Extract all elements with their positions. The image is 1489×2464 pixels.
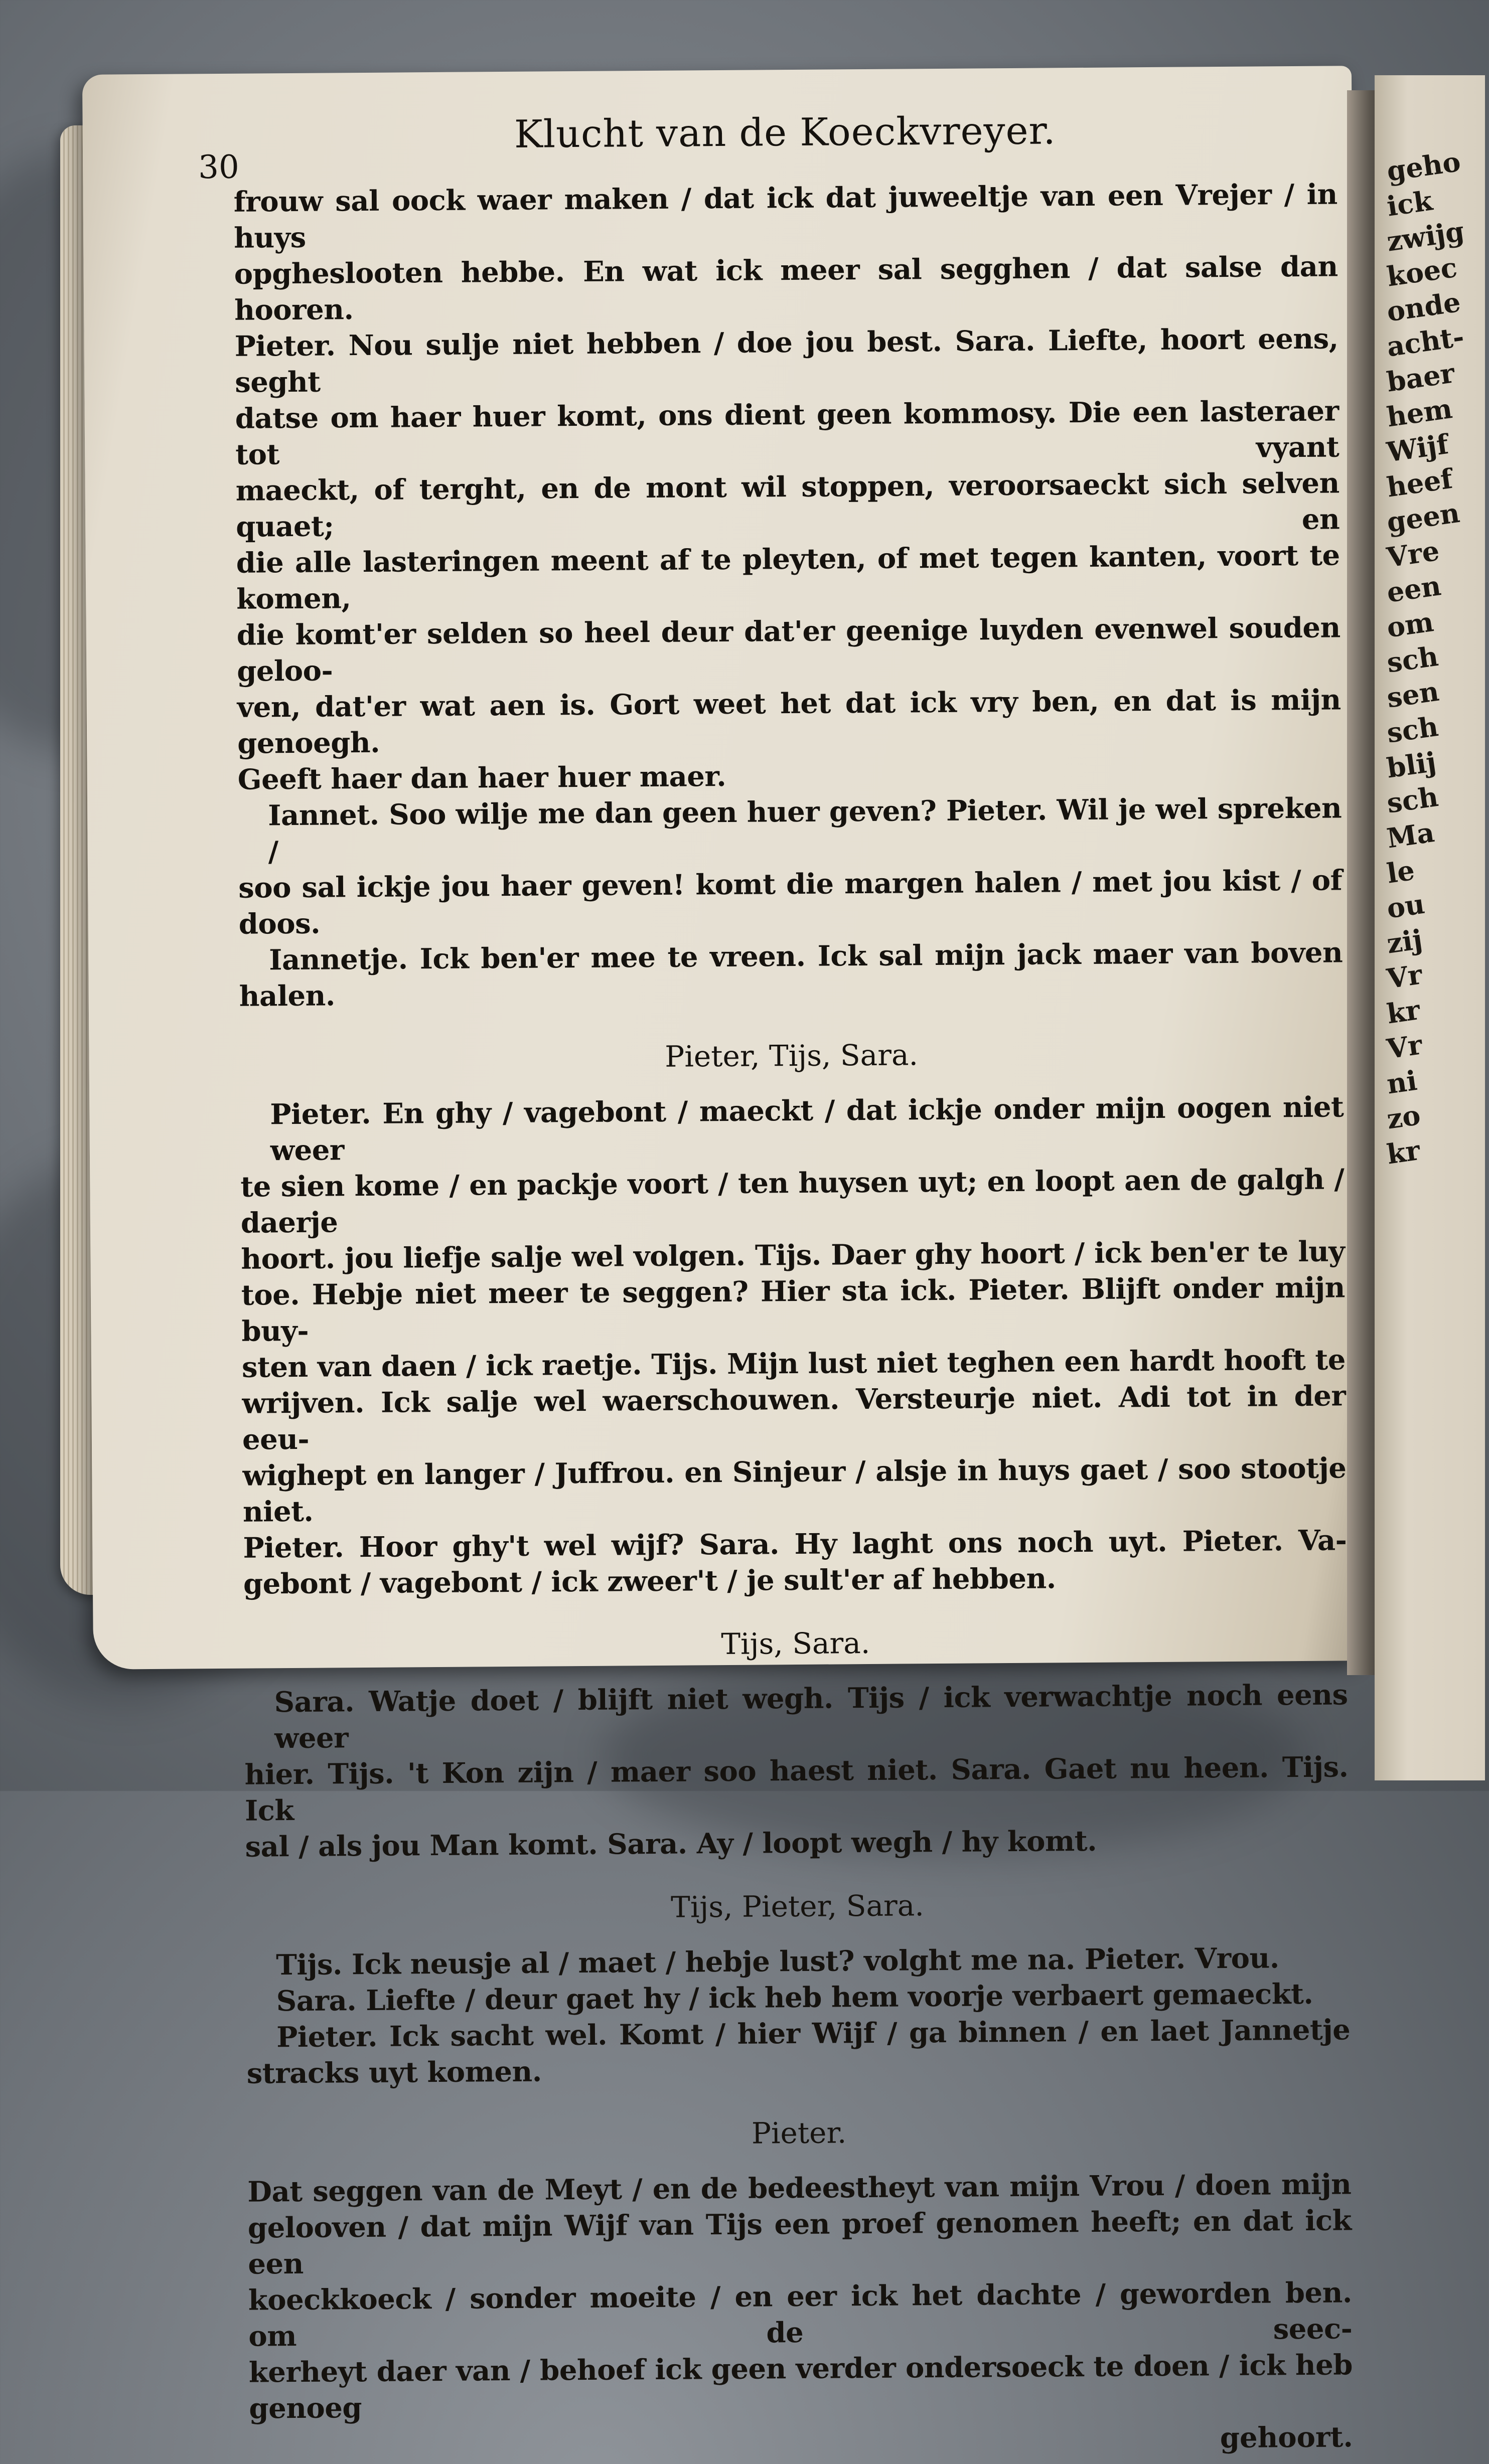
page-header: [198, 106, 1337, 187]
text-line: Sara. Watje doet / blijft niet wegh. Tijs / ick verwachtje noch eens weer: [274, 1678, 1348, 1755]
text-line: toe. Hebje niet meer te seggen? Hier sta ick. Pieter. Blijft onder mijn buy-: [241, 1271, 1346, 1348]
text-line: Sara. Liefte / deur gaet hy / ick heb hem voorje verbaert gemaeckt.: [276, 1977, 1313, 2018]
left-page: [82, 66, 1363, 2455]
text-block-1: [233, 176, 1341, 797]
facing-page-fragment: Vr: [1385, 958, 1424, 995]
facing-page: [1375, 75, 1485, 1780]
open-book: [60, 70, 1466, 2455]
text-line: halen.: [239, 979, 336, 1013]
text-line: soo sal ickje jou haer geven! komt die margen halen / met jou kist / of doos.: [238, 864, 1343, 941]
text-line: sal / als jou Man komt. Sara. Ay / loopt wegh / hy komt.: [245, 1824, 1097, 1864]
text-line: ven, dat'er wat aen is. Gort weet het dat ick vry ben, en dat is mijn genoegh.: [237, 683, 1341, 760]
text-line: wrijven. Ick salje wel waerschouwen. Versteurje niet. Adi tot in der eeu-: [242, 1379, 1346, 1456]
text-line: Pieter. En ghy / vagebont / maeckt / dat ickje onder mijn oogen niet weer: [270, 1090, 1344, 1168]
text-line: kerheyt daer van / behoef ick geen verder ondersoeck te doen / ick heb genoeg: [248, 2348, 1353, 2425]
text-block-2: [238, 790, 1343, 1014]
page-text: [198, 106, 1354, 2462]
text-line: frouw sal oock waer maken / dat ick dat juweeltje van een Vrejer / in huys: [233, 178, 1337, 255]
text-line: hier. Tijs. 't Kon zijn / maer soo haest niet. Sara. Gaet nu heen. Tijs. Ick: [244, 1750, 1349, 1828]
text-line: Tijs. Ick neusje al / maet / hebje lust? volght me na. Pieter. Vrou.: [276, 1941, 1279, 1982]
facing-page-fragment: ick: [1385, 184, 1435, 223]
facing-page-text: [1375, 75, 1485, 1174]
facing-page-fragment: sen: [1385, 675, 1441, 714]
facing-page-fragment: kr: [1385, 994, 1422, 1030]
facing-page-fragment: geen: [1385, 496, 1462, 539]
text-line: gelooven / dat mijn Wijf van Tijs een proef genomen heeft; en dat ick een: [247, 2204, 1352, 2281]
text-line: sten van daen / ick raetje. Tijs. Mijn lust niet teghen een hardt hooft te: [241, 1343, 1346, 1384]
facing-page-fragment: zo: [1385, 1098, 1423, 1135]
scene-2-text: [244, 1677, 1349, 1865]
facing-page-fragment: baer: [1385, 357, 1457, 398]
scene-heading: Pieter.: [751, 2115, 847, 2151]
facing-page-fragment: koec: [1385, 251, 1459, 293]
facing-page-fragment: Wijf: [1385, 428, 1450, 468]
facing-page-fragment: geho: [1385, 145, 1463, 188]
facing-page-fragment: hem: [1385, 392, 1454, 433]
facing-page-fragment: sch: [1385, 639, 1440, 679]
text-line: maeckt, of terght, en de mont wil stoppen, veroorsaeckt sich selven quaet; en: [235, 466, 1340, 544]
facing-page-fragment: ni: [1385, 1064, 1419, 1100]
text-line: gebont / vagebont / ick zweer't / je sult'er af hebben.: [243, 1562, 1056, 1601]
facing-page-fragment: le: [1385, 854, 1417, 890]
facing-page-fragment: heef: [1385, 462, 1455, 504]
page-number: 30: [198, 148, 239, 187]
facing-page-fragment: zwijg: [1385, 215, 1466, 258]
text-line: Iannetje. Ick ben'er mee te vreen. Ick sal mijn jack maer van boven: [269, 936, 1343, 977]
facing-page-fragment: Ma: [1385, 815, 1436, 855]
text-line: wighept en langer / Juffrou. en Sinjeur / alsje in huys gaet / soo stootje niet.: [242, 1451, 1347, 1529]
text-line: Pieter. Nou sulje niet hebben / doe jou best. Sara. Liefte, hoort eens, seght: [234, 322, 1338, 399]
running-head: Klucht van de Koeckvreyer.: [514, 108, 1056, 156]
text-line: koeckkoeck / sonder moeite / en eer ick het dachte / geworden ben. om de seec-: [248, 2276, 1353, 2353]
text-line: te sien kome / en packje voort / ten huysen uyt; en loopt aen de galgh / daerje: [240, 1163, 1345, 1240]
scene-3-text: [246, 1939, 1351, 2091]
text-line: hoort. jou liefje salje wel volgen. Tijs. Daer ghy hoort / ick ben'er te luy: [241, 1235, 1345, 1276]
facing-page-fragment: om: [1385, 605, 1436, 644]
scene-4-text: [247, 2166, 1353, 2462]
facing-page-fragment: een: [1385, 569, 1443, 609]
facing-page-fragment: kr: [1385, 1134, 1422, 1171]
text-line: opgheslooten hebbe. En wat ick meer sal segghen / dat salse dan hooren.: [234, 250, 1338, 327]
catchword: gehoort.: [1220, 2420, 1354, 2455]
scene-heading: Pieter, Tijs, Sara.: [665, 1038, 919, 1074]
facing-page-fragment: onde: [1385, 285, 1463, 328]
scene-heading: Tijs, Sara.: [721, 1625, 870, 1662]
text-line: Geeft haer dan haer huer maer.: [237, 759, 726, 796]
text-line: stracks uyt komen.: [246, 2055, 542, 2090]
text-line: Iannet. Soo wilje me dan geen huer geven? Pieter. Wil je wel spreken /: [268, 791, 1342, 869]
facing-page-fragment: blij: [1385, 745, 1438, 784]
facing-page-fragment: Vr: [1385, 1028, 1424, 1065]
text-line: Dat seggen van de Meyt / en de bedeestheyt van mijn Vrou / doen mijn: [247, 2168, 1352, 2209]
facing-page-fragment: sch: [1385, 780, 1440, 819]
text-line: datse om haer huer komt, ons dient geen kommosy. Die een lasteraer tot vyant: [235, 394, 1339, 471]
facing-page-fragment: Vre: [1385, 534, 1441, 574]
scene-heading: Tijs, Pieter, Sara.: [670, 1888, 925, 1924]
text-line: die alle lasteringen meent af te pleyten, of met tegen kanten, voort te komen,: [236, 539, 1340, 616]
scene-1-text: [240, 1089, 1347, 1602]
facing-page-fragment: acht-: [1385, 320, 1466, 363]
text-line: Pieter. Ick sacht wel. Komt / hier Wijf / ga binnen / en laet Jannetje: [276, 2013, 1351, 2054]
text-line: die komt'er selden so heel deur dat'er geenige luyden evenwel souden geloo-: [236, 611, 1341, 688]
facing-page-fragment: sch: [1385, 710, 1440, 749]
facing-page-fragment: ou: [1385, 887, 1427, 925]
facing-page-fragment: zij: [1385, 923, 1425, 960]
text-line: Pieter. Hoor ghy't wel wijf? Sara. Hy laght ons noch uyt. Pieter. Va-: [243, 1524, 1347, 1565]
